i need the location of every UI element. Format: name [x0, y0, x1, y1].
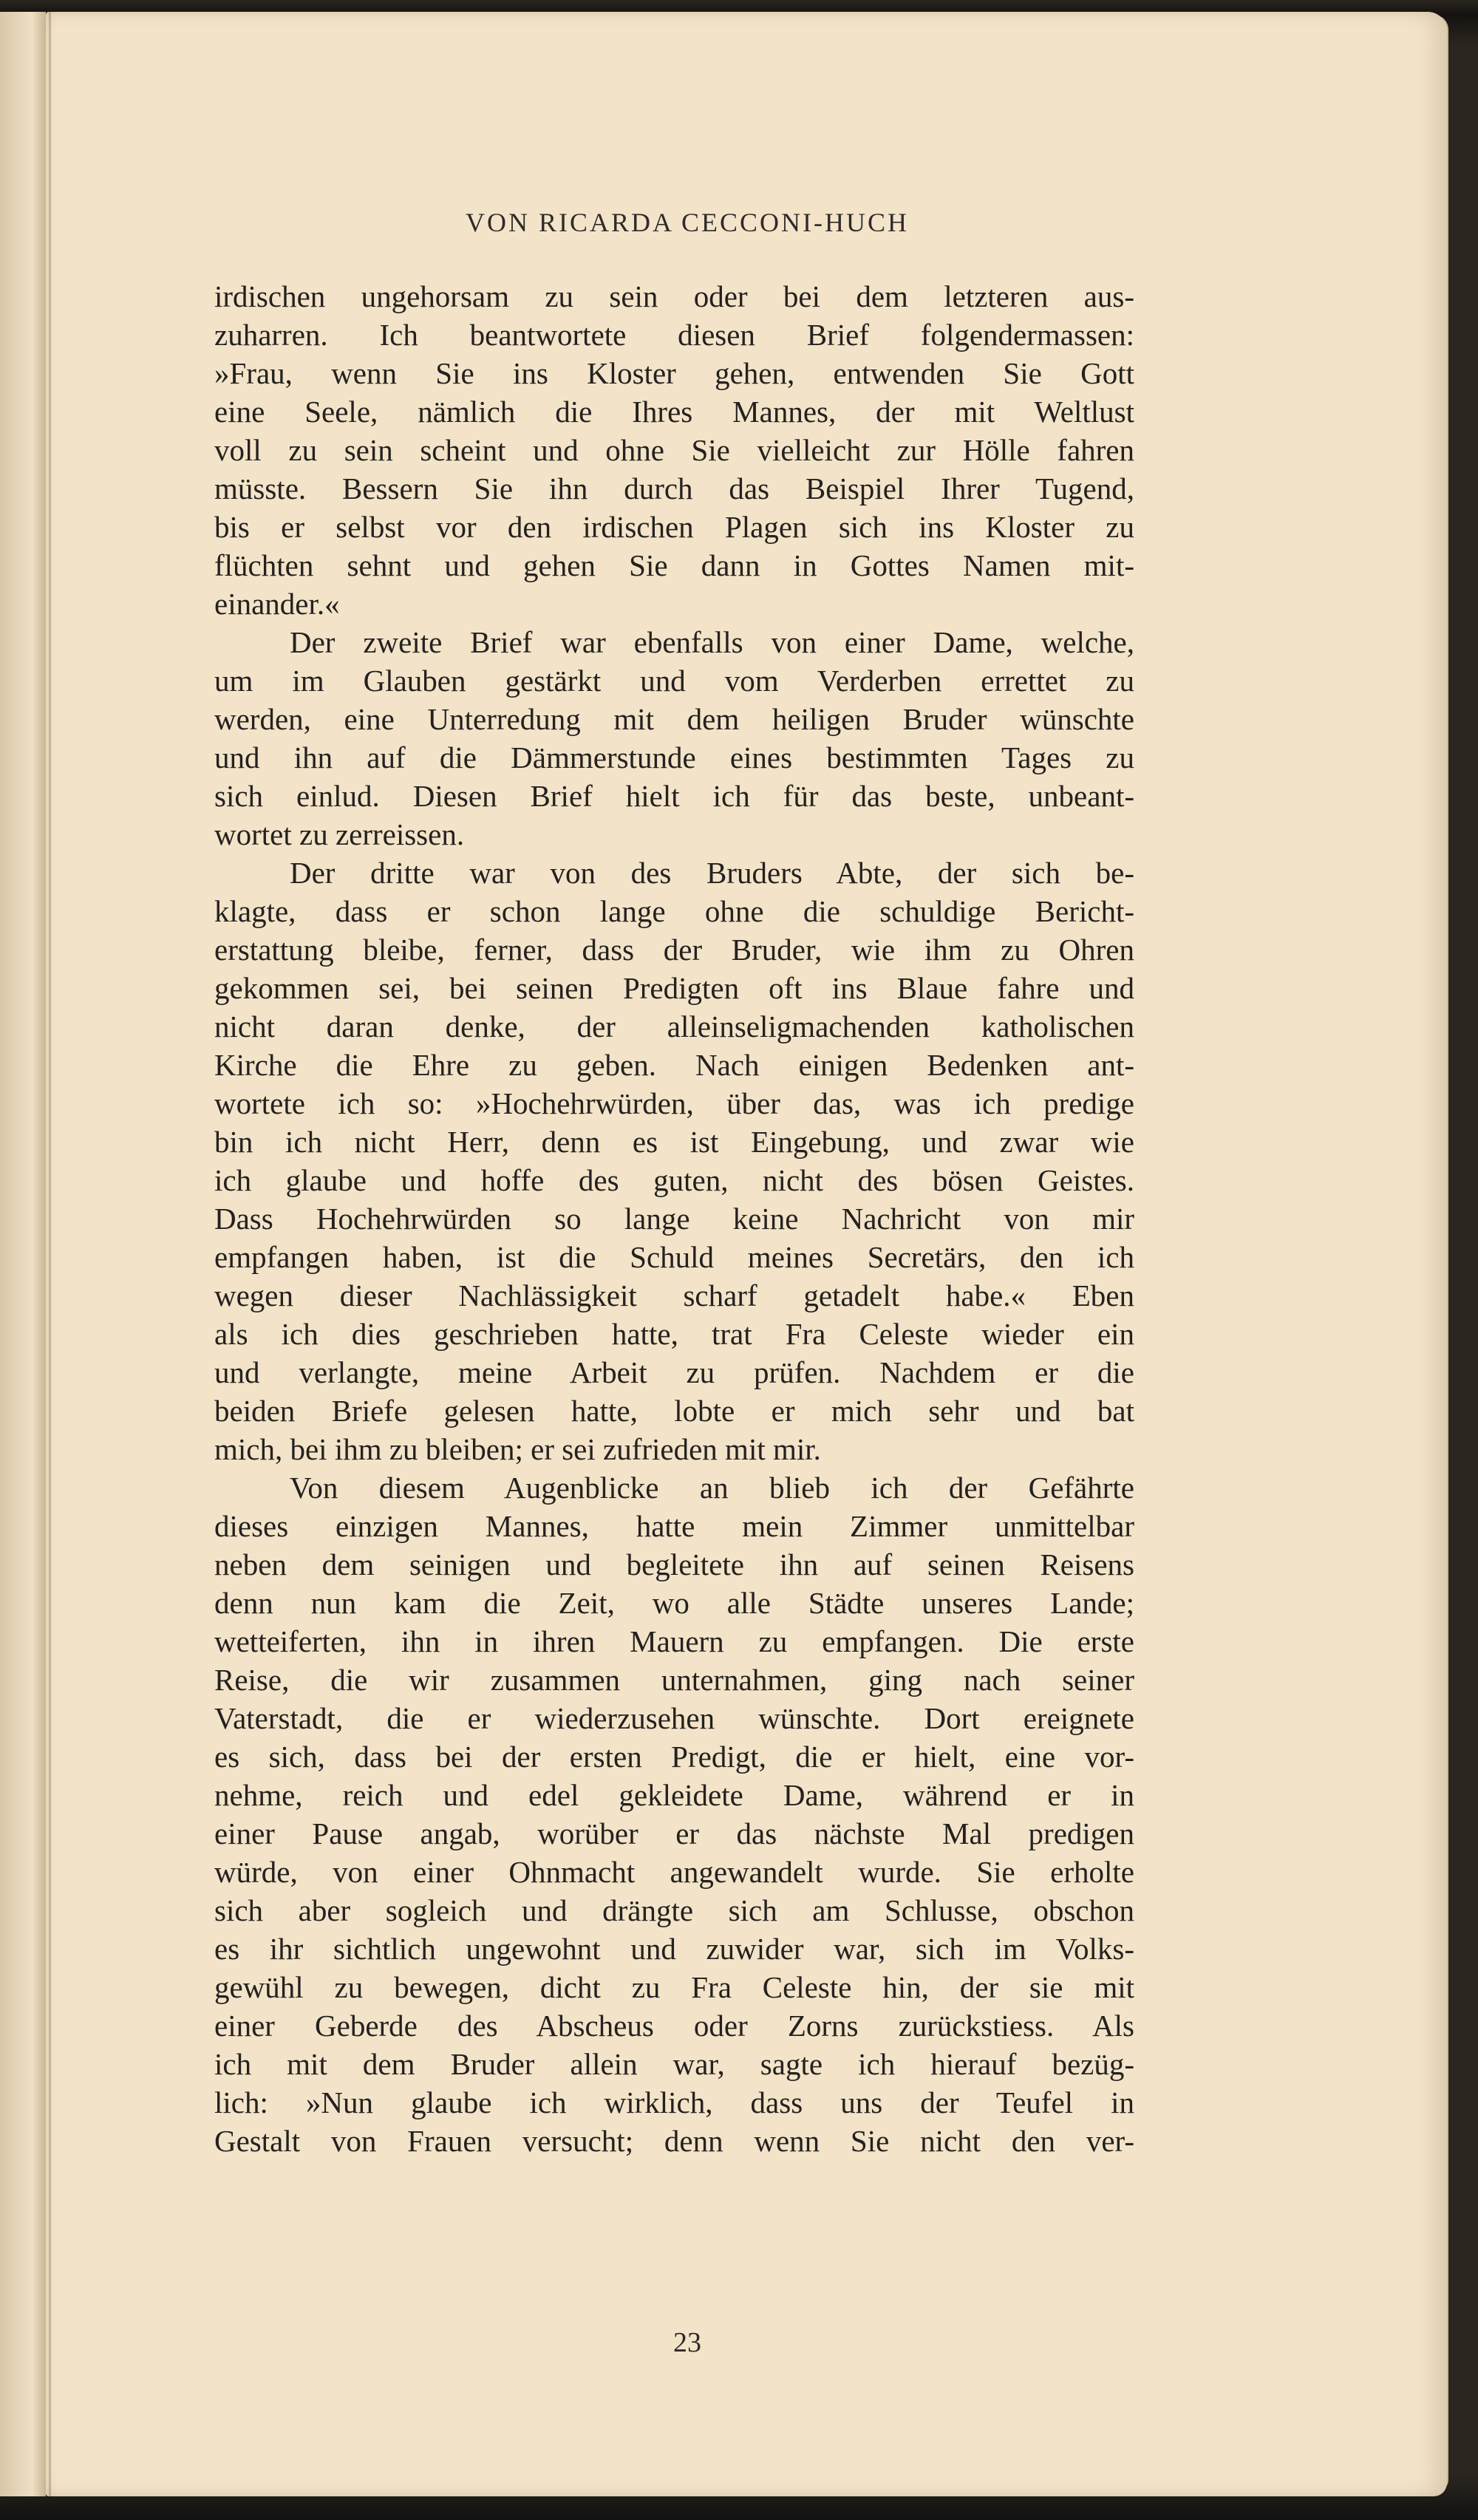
text-line: empfangen haben, ist die Schuld meines Secretärs, den ich [214, 1240, 1134, 1274]
text-line: Vaterstadt, die er wiederzusehen wünschte. Dort ereignete [214, 1701, 1134, 1735]
text-line: lich: »Nun glaube ich wirklich, dass uns der Teufel in [214, 2085, 1134, 2119]
text-line: Der zweite Brief war ebenfalls von einer Dame, welche, [290, 625, 1134, 659]
text-line: es sich, dass bei der ersten Predigt, die er hielt, eine vor- [214, 1740, 1134, 1774]
text-line: müsste. Bessern Sie ihn durch das Beispiel Ihrer Tugend, [214, 471, 1134, 505]
text-line: als ich dies geschrieben hatte, trat Fra Celeste wieder ein [214, 1317, 1134, 1351]
text-line: neben dem seinigen und begleitete ihn auf seinen Reisens [214, 1547, 1134, 1581]
text-line: nehme, reich und edel gekleidete Dame, während er in [214, 1778, 1134, 1812]
text-line: Von diesem Augenblicke an blieb ich der Gefährte [290, 1471, 1134, 1505]
text-line: mich, bei ihm zu bleiben; er sei zufrieden mit mir. [214, 1432, 821, 1466]
text-line: und ihn auf die Dämmerstunde eines bestimmten Tages zu [214, 740, 1134, 774]
text-line: nicht daran denke, der alleinseligmachenden katholischen [214, 1009, 1134, 1043]
text-line: beiden Briefe gelesen hatte, lobte er mich sehr und bat [214, 1394, 1134, 1428]
text-line: erstattung bleibe, ferner, dass der Bruder, wie ihm zu Ohren [214, 933, 1134, 967]
text-line: werden, eine Unterredung mit dem heiligen Bruder wünschte [214, 702, 1134, 736]
text-line: bin ich nicht Herr, denn es ist Eingebung, und zwar wie [214, 1125, 1134, 1159]
text-line: voll zu sein scheint und ohne Sie vielleicht zur Hölle fahren [214, 433, 1134, 467]
text-line: ich glaube und hoffe des guten, nicht des bösen Geistes. [214, 1163, 1134, 1197]
text-line: zuharren. Ich beantwortete diesen Brief folgendermassen: [214, 318, 1134, 352]
text-line: wetteiferten, ihn in ihren Mauern zu empfangen. Die erste [214, 1624, 1134, 1658]
text-line: dieses einzigen Mannes, hatte mein Zimmer unmittelbar [214, 1509, 1134, 1543]
text-line: es ihr sichtlich ungewohnt und zuwider war, sich im Volks- [214, 1932, 1134, 1966]
text-line: Kirche die Ehre zu geben. Nach einigen Bedenken ant- [214, 1048, 1134, 1082]
text-line: denn nun kam die Zeit, wo alle Städte unseres Lande; [214, 1586, 1134, 1620]
text-line: einer Pause angab, worüber er das nächste Mal predigen [214, 1816, 1134, 1850]
text-line: sich aber sogleich und drängte sich am Schlusse, obschon [214, 1893, 1134, 1927]
text-line: »Frau, wenn Sie ins Kloster gehen, entwenden Sie Gott [214, 356, 1134, 390]
text-line: würde, von einer Ohnmacht angewandelt wurde. Sie erholte [214, 1855, 1134, 1889]
text-line: Reise, die wir zusammen unternahmen, ging nach seiner [214, 1663, 1134, 1697]
text-line: wortete ich so: »Hochehrwürden, über das, was ich predige [214, 1086, 1134, 1120]
text-line: wortet zu zerreissen. [214, 817, 465, 851]
text-line: um im Glauben gestärkt und vom Verderben errettet zu [214, 664, 1134, 698]
text-line: eine Seele, nämlich die Ihres Mannes, der mit Weltlust [214, 395, 1134, 429]
text-line: Gestalt von Frauen versucht; denn wenn Sie nicht den ver- [214, 2124, 1134, 2158]
page-number: 23 [673, 2327, 701, 2358]
text-line: Dass Hochehrwürden so lange keine Nachricht von mir [214, 1202, 1134, 1236]
text-line: Der dritte war von des Bruders Abte, der sich be- [290, 856, 1134, 890]
text-line: gekommen sei, bei seinen Predigten oft ins Blaue fahre und [214, 971, 1134, 1005]
text-line: sich einlud. Diesen Brief hielt ich für das beste, unbeant- [214, 779, 1134, 813]
body-text [214, 277, 1134, 2160]
text-line: einer Geberde des Abscheus oder Zorns zurückstiess. Als [214, 2009, 1134, 2043]
text-line: wegen dieser Nachlässigkeit scharf getadelt habe.« Eben [214, 1278, 1134, 1312]
gutter-fold [49, 12, 51, 2496]
text-line: gewühl zu bewegen, dicht zu Fra Celeste hin, der sie mit [214, 1970, 1134, 2004]
text-line: bis er selbst vor den irdischen Plagen sich ins Kloster zu [214, 510, 1134, 544]
text-line: einander.« [214, 587, 340, 621]
running-head: VON RICARDA CECCONI-HUCH [465, 208, 910, 237]
text-line: ich mit dem Bruder allein war, sagte ich hierauf bezüg- [214, 2047, 1134, 2081]
facing-page-edge [0, 12, 46, 2496]
text-line: und verlangte, meine Arbeit zu prüfen. Nachdem er die [214, 1355, 1134, 1389]
text-line: flüchten sehnt und gehen Sie dann in Gottes Namen mit- [214, 548, 1134, 582]
text-line: klagte, dass er schon lange ohne die schuldige Bericht- [214, 894, 1134, 928]
text-line: irdischen ungehorsam zu sein oder bei dem letzteren aus- [214, 279, 1134, 313]
